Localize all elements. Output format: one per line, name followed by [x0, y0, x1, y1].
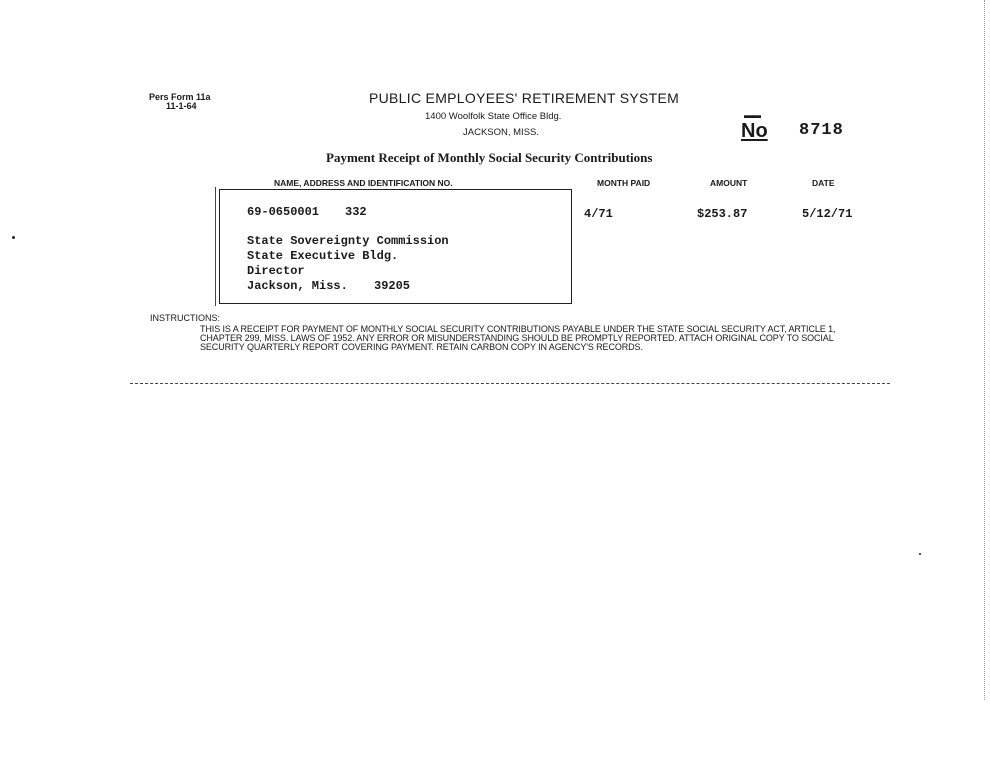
month-paid-value: 4/71 — [584, 207, 613, 221]
receipt-number: 8718 — [799, 121, 844, 140]
address-zip: 39205 — [374, 279, 411, 293]
date-value: 5/12/71 — [802, 207, 853, 221]
column-header-name: NAME, ADDRESS AND IDENTIFICATION NO. — [274, 178, 453, 188]
form-date: 11-1-64 — [166, 101, 197, 111]
instructions-text: THIS IS A RECEIPT FOR PAYMENT OF MONTHLY SOCIAL SECURITY CONTRIBUTIONS PAYABLE UNDER THE STATE SOCIAL SECURITY ACT, ARTICLE 1, CHAPTER 299, MISS. LAWS OF 1952. ANY ERROR OR MISUNDERSTANDING SHOULD BE PROMPTLY REPORTED. ATTACH ORIGINAL COPY TO SOCIAL SECURITY QUARTERLY REPORT COVERING PAYMENT. RETAIN CARBON COPY IN AGENCY'S RECORDS. — [200, 324, 836, 352]
organization-title: PUBLIC EMPLOYEES' RETIREMENT SYSTEM — [369, 90, 680, 106]
receipt-number-label: No — [741, 120, 768, 142]
address-line-4: Jackson, Miss. — [247, 279, 348, 293]
address-line-3: Director — [247, 264, 305, 278]
scan-speck — [919, 553, 921, 555]
number-stamp-marks: ▬▬ — [744, 110, 760, 120]
organization-city: JACKSON, MISS. — [463, 127, 540, 138]
scan-speck — [12, 236, 15, 239]
identification-code: 332 — [345, 205, 367, 219]
tear-off-line — [130, 383, 890, 384]
organization-address: 1400 Woolfolk State Office Bldg. — [425, 111, 562, 122]
column-header-amount: AMOUNT — [710, 178, 748, 188]
address-line-2: State Executive Bldg. — [247, 249, 399, 263]
instructions-label: INSTRUCTIONS: — [150, 313, 221, 323]
amount-value: $253.87 — [697, 207, 748, 221]
column-header-month: MONTH PAID — [597, 178, 651, 188]
address-line-1: State Sovereignty Commission — [247, 234, 449, 248]
form-number: Pers Form 11a — [149, 92, 211, 102]
scan-edge-marks — [984, 0, 987, 700]
receipt-title: Payment Receipt of Monthly Social Security Contributions — [326, 150, 653, 165]
identification-number: 69-0650001 — [247, 205, 320, 219]
column-header-date: DATE — [812, 178, 835, 188]
